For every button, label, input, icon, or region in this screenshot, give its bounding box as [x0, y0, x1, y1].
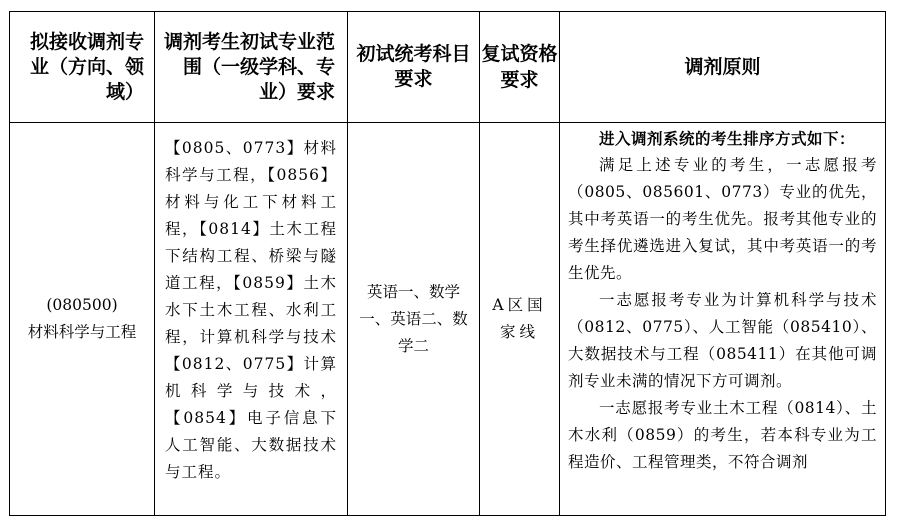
principles-text	[568, 125, 877, 497]
header-exam-subjects: 初试统考科目要求	[348, 12, 480, 123]
applicant-range-text: 【0805、0773】材料科学与工程，【0856】材料与化工下材料工程，【0814】土木工程下结构工程、桥梁与隧道工程，【0859】土木水下土木工程、水利工程，计算机科学与技术【0812、0775】计算机科学与技术，【0854】电子信息下人工智能、大数据技术与工程。	[165, 139, 337, 481]
header-row	[10, 12, 886, 123]
cell-target-major	[10, 123, 155, 516]
header-adjustment-principles: 调剂原则	[560, 12, 886, 123]
header-applicant-range: 调剂考生初试专业范围（一级学科、专业）要求	[155, 12, 348, 123]
adjustment-table	[9, 11, 886, 516]
exam-subjects-text: 英语一、数学一、英语二、数学二	[359, 282, 468, 355]
cell-adjustment-principles	[560, 123, 886, 516]
major-code: (080500)	[46, 296, 118, 314]
cell-applicant-range	[155, 123, 348, 516]
principle-paragraph: 一志愿报考专业土木工程（0814）、土木水利（0859）的考生，若本科专业为工程造价、工程管理类，不符合调剂	[568, 399, 877, 471]
cell-exam-subjects	[348, 123, 480, 516]
principle-paragraph: 满足上述专业的考生，一志愿报考（0805、085601、0773）专业的优先，其中考英语一的考生优先。报考其他专业的考生择优遴选进入复试，其中考英语一的考生优先。	[568, 156, 877, 282]
retest-requirement-text: A区国家线	[492, 296, 547, 341]
header-retest-requirement: 复试资格要求	[480, 12, 560, 123]
table-row	[10, 123, 886, 516]
header-target-major: 拟接收调剂专业（方向、领域）	[10, 12, 155, 123]
principle-paragraph: 一志愿报考专业为计算机科学与技术（0812、0775）、人工智能（085410）、大数据技术与工程（085411）在其他可调剂专业未满的情况下方可调剂。	[568, 291, 877, 390]
principle-lead: 进入调剂系统的考生排序方式如下：	[599, 129, 856, 148]
major-name: 材料科学与工程	[27, 323, 137, 341]
cell-retest-requirement	[480, 123, 560, 516]
